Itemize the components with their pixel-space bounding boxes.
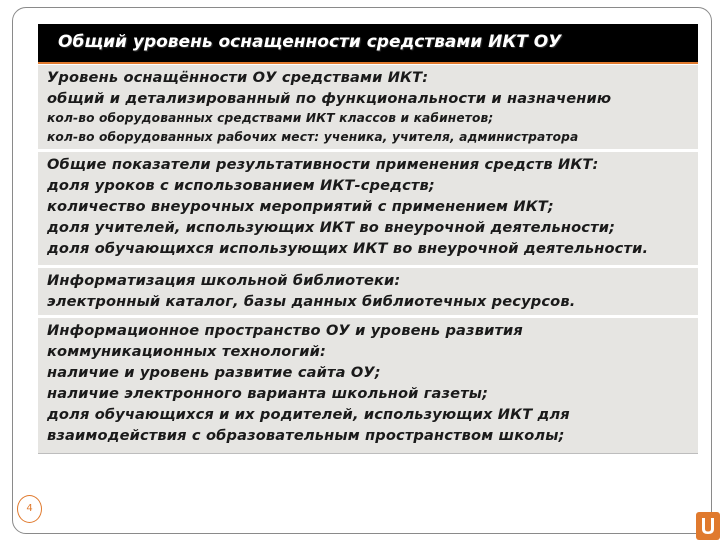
- block-line: Информатизация школьной библиотеки:: [47, 272, 401, 289]
- block-line: Уровень оснащённости ОУ средствами ИКТ:: [47, 69, 429, 86]
- block-line: электронный каталог, базы данных библиотечных ресурсов.: [47, 293, 576, 310]
- block-line: Информационное пространство ОУ и уровень развития: [47, 322, 523, 339]
- content-block-library: [38, 267, 698, 317]
- block-line: Общие показатели результативности применения средств ИКТ:: [47, 156, 599, 173]
- block-line: количество внеурочных мероприятий с применением ИКТ;: [47, 198, 554, 215]
- block-line: наличие электронного варианта школьной газеты;: [47, 385, 489, 402]
- content-block-equipment-level: [38, 64, 698, 151]
- block-line: общий и детализированный по функциональности и назначению: [47, 90, 612, 107]
- block-line: доля обучающихся использующих ИКТ во внеурочной деятельности.: [47, 240, 649, 257]
- slide-title: Общий уровень оснащенности средствами ИКТ ОУ: [58, 32, 562, 52]
- block-line: доля уроков с использованием ИКТ-средств;: [47, 177, 435, 194]
- page-number-badge: 4: [17, 495, 42, 523]
- block-line: взаимодействия с образовательным пространством школы;: [47, 427, 565, 444]
- block-line: кол-во оборудованных средствами ИКТ классов и кабинетов;: [47, 111, 494, 125]
- title-bar: [38, 24, 698, 64]
- orange-u-logo-icon[interactable]: [696, 512, 720, 540]
- block-line: коммуникационных технологий:: [47, 343, 326, 360]
- block-line: доля учителей, использующих ИКТ во внеурочной деятельности;: [47, 219, 616, 236]
- block-line: наличие и уровень развитие сайта ОУ;: [47, 364, 381, 381]
- block-line: кол-во оборудованных рабочих мест: ученика, учителя, администратора: [47, 130, 579, 144]
- content-block-effectiveness: [38, 151, 698, 267]
- block-line: доля обучающихся и их родителей, использующих ИКТ для: [47, 406, 570, 423]
- content-block-info-space: [38, 317, 698, 454]
